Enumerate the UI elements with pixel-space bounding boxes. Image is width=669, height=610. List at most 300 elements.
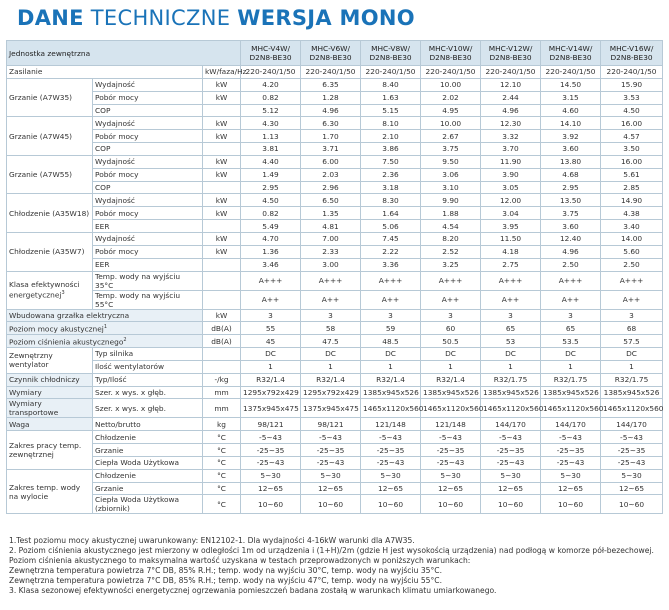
table-row [7, 373, 663, 386]
table-cell: 1.28 [301, 91, 361, 104]
table-cell: 3.05 [481, 181, 541, 194]
row-unit: dB(A) [203, 335, 241, 348]
table-cell: 3.95 [481, 220, 541, 233]
table-cell: A+++ [361, 271, 421, 290]
table-cell: DC [301, 348, 361, 361]
table-cell: 1 [601, 360, 663, 373]
row-sub-label: Pobór mocy [93, 91, 203, 104]
row-sub-label: Chłodzenie [93, 431, 203, 444]
table-cell: 3.25 [421, 258, 481, 271]
table-cell: 1295x792x429 [241, 386, 301, 399]
table-cell: 7.00 [301, 232, 361, 245]
table-row [7, 143, 663, 156]
table-cell: 13.80 [541, 155, 601, 168]
table-row [7, 194, 663, 207]
table-cell: 3 [301, 309, 361, 322]
row-unit: kg [203, 418, 241, 431]
row-sub-label: Temp. wody na wyjściu 35°C [93, 271, 203, 290]
row-unit: kW [203, 207, 241, 220]
table-cell: 10~60 [541, 495, 601, 514]
table-cell: 15.90 [601, 78, 663, 91]
table-cell: 10.00 [421, 117, 481, 130]
row-unit [203, 220, 241, 233]
table-cell: 50.5 [421, 335, 481, 348]
table-cell: 1.35 [301, 207, 361, 220]
table-cell: 14.50 [541, 78, 601, 91]
table-cell: 5~30 [241, 469, 301, 482]
table-cell: -25~43 [541, 456, 601, 469]
table-row [7, 495, 663, 514]
table-cell: 3.00 [301, 258, 361, 271]
row-sub-label: Typ/Ilość [93, 373, 203, 386]
table-row [7, 322, 663, 335]
row-group-label: Poziom mocy akustycznej$^1$ [7, 322, 203, 335]
row-group-label: Poziom ciśnienia akustycznego$^2$ [7, 335, 203, 348]
table-cell: -25~35 [541, 444, 601, 457]
table-cell: 2.33 [301, 245, 361, 258]
table-cell: 4.68 [541, 168, 601, 181]
table-cell: DC [241, 348, 301, 361]
row-unit: °C [203, 444, 241, 457]
footnote-line: 2. Poziom ciśnienia akustycznego jest mierzony w odległości 1m od urządzenia i (1+H)/2m (gdzie H jest wysokością urządzenia) nad podłogą w komorze pół-bezechowej. [9, 545, 654, 555]
table-cell: DC [541, 348, 601, 361]
row-group-label: Czynnik chłodniczy [7, 373, 93, 386]
table-cell: 12~65 [301, 482, 361, 495]
table-cell: 11.90 [481, 155, 541, 168]
table-cell: 10~60 [481, 495, 541, 514]
table-cell: 3.18 [361, 181, 421, 194]
table-cell: A+++ [301, 271, 361, 290]
table-cell: 3.60 [541, 220, 601, 233]
row-unit: kW [203, 245, 241, 258]
table-row [7, 155, 663, 168]
table-cell: 12~65 [361, 482, 421, 495]
row-unit [203, 143, 241, 156]
table-cell: A++ [421, 290, 481, 309]
table-cell: A+++ [241, 271, 301, 290]
table-cell: 220-240/1/50 [601, 66, 663, 79]
row-unit: kW [203, 155, 241, 168]
row-sub-label: Temp. wody na wyjściu 55°C [93, 290, 203, 309]
table-row [7, 456, 663, 469]
table-cell: A+++ [541, 271, 601, 290]
row-sub-label: Ilość wentylatorów [93, 360, 203, 373]
row-sub-label: COP [93, 143, 203, 156]
table-cell: DC [481, 348, 541, 361]
row-sub-label: Netto/brutto [93, 418, 203, 431]
row-sub-label: Grzanie [93, 482, 203, 495]
table-row [7, 207, 663, 220]
table-cell: 14.90 [601, 194, 663, 207]
table-cell: 1.36 [241, 245, 301, 258]
row-unit: mm [203, 386, 241, 399]
table-cell: 3.90 [481, 168, 541, 181]
table-cell: 3.86 [361, 143, 421, 156]
row-group-label: Zakres temp. wody na wylocie [7, 469, 93, 514]
table-cell: 220-240/1/50 [361, 66, 421, 79]
table-cell: -5~43 [361, 431, 421, 444]
table-cell: 0.82 [241, 91, 301, 104]
table-cell: DC [601, 348, 663, 361]
table-row [7, 290, 663, 309]
table-cell: 48.5 [361, 335, 421, 348]
title-light-techniczne: TECHNICZNE [90, 6, 231, 30]
row-group-label: Wymiary transportowe [7, 399, 93, 418]
row-unit: kW [203, 91, 241, 104]
row-sub-label: Typ silnika [93, 348, 203, 361]
row-group-label: Grzanie (A7W55) [7, 155, 93, 194]
table-cell: R32/1.4 [361, 373, 421, 386]
table-cell: 12.40 [541, 232, 601, 245]
table-cell: 4.38 [601, 207, 663, 220]
table-cell: -5~43 [601, 431, 663, 444]
table-cell: 8.40 [361, 78, 421, 91]
table-cell: 1385x945x526 [481, 386, 541, 399]
table-row [7, 220, 663, 233]
table-cell: R32/1.4 [241, 373, 301, 386]
table-cell: 220-240/1/50 [241, 66, 301, 79]
table-cell: 9.50 [421, 155, 481, 168]
table-cell: -25~35 [601, 444, 663, 457]
table-cell: 2.22 [361, 245, 421, 258]
table-cell: 6.30 [301, 117, 361, 130]
table-cell: 4.40 [241, 155, 301, 168]
table-cell: 57.5 [601, 335, 663, 348]
table-cell: A++ [601, 290, 663, 309]
table-cell: 0.82 [241, 207, 301, 220]
table-cell: 5~30 [361, 469, 421, 482]
spec-table-body [7, 66, 663, 514]
title-bold-dane: DANE [17, 6, 84, 30]
table-cell: 1.70 [301, 130, 361, 143]
header-unit-label: Jednostka zewnętrzna [7, 41, 241, 66]
table-cell: 12~65 [241, 482, 301, 495]
table-cell: 98/121 [241, 418, 301, 431]
table-cell: 3.50 [601, 143, 663, 156]
table-cell: 1 [361, 360, 421, 373]
table-cell: 1 [541, 360, 601, 373]
table-cell: 4.95 [421, 104, 481, 117]
table-cell: 220-240/1/50 [421, 66, 481, 79]
table-cell: 2.03 [301, 168, 361, 181]
table-row [7, 78, 663, 91]
row-group-label: Zakres pracy temp. zewnętrznej [7, 431, 93, 470]
row-sub-label: Ciepła Woda Użytkowa (zbiornik) [93, 495, 203, 514]
row-unit: kW [203, 130, 241, 143]
table-cell: 5.61 [601, 168, 663, 181]
table-cell: R32/1.75 [541, 373, 601, 386]
table-cell: 4.50 [601, 104, 663, 117]
row-unit: kW [203, 309, 241, 322]
table-row [7, 104, 663, 117]
table-cell: 3.04 [481, 207, 541, 220]
footnote-line: 3. Klasa sezonowej efektywności energetycznej ogrzewania pomieszczeń badana zostałą w warunkach klimatu umiarkowanego. [9, 585, 497, 595]
table-cell: 1 [481, 360, 541, 373]
footnote-line: Zewnętrzna temperatura powietrza 7°C DB, 85% R.H.; temp. wody na wyjściu 47°C, temp. wody na wyjściu 55°C. [9, 575, 442, 585]
row-unit: °C [203, 482, 241, 495]
row-unit [203, 290, 241, 309]
table-cell: 3.46 [241, 258, 301, 271]
row-sub-label: EER [93, 258, 203, 271]
table-row [7, 431, 663, 444]
table-cell: -25~43 [421, 456, 481, 469]
table-cell: 12~65 [481, 482, 541, 495]
table-cell: 53 [481, 335, 541, 348]
table-cell: -25~35 [421, 444, 481, 457]
table-row [7, 444, 663, 457]
table-row [7, 399, 663, 418]
table-cell: 13.50 [541, 194, 601, 207]
table-cell: 5.49 [241, 220, 301, 233]
table-cell: 10.00 [421, 78, 481, 91]
table-cell: 220-240/1/50 [541, 66, 601, 79]
table-row [7, 335, 663, 348]
table-row [7, 482, 663, 495]
table-cell: 6.35 [301, 78, 361, 91]
table-cell: DC [421, 348, 481, 361]
table-cell: 59 [361, 322, 421, 335]
table-cell: -25~35 [481, 444, 541, 457]
footnote-marker: 1 [103, 324, 108, 331]
table-cell: 1295x792x429 [301, 386, 361, 399]
table-cell: 16.00 [601, 155, 663, 168]
table-cell: A++ [481, 290, 541, 309]
table-cell: 12.30 [481, 117, 541, 130]
table-cell: 2.44 [481, 91, 541, 104]
table-row [7, 232, 663, 245]
row-unit: -/kg [203, 373, 241, 386]
table-cell: 9.90 [421, 194, 481, 207]
table-cell: 68 [601, 322, 663, 335]
table-cell: 1.88 [421, 207, 481, 220]
table-cell: 1 [301, 360, 361, 373]
table-cell: 1375x945x475 [301, 399, 361, 418]
table-cell: 4.60 [541, 104, 601, 117]
footnote-marker: 3 [61, 290, 65, 297]
table-row [7, 168, 663, 181]
header-model: MHC-V6W/ D2N8-BE30 [301, 41, 361, 66]
row-group-label: Grzanie (A7W35) [7, 78, 93, 117]
table-cell: 4.20 [241, 78, 301, 91]
table-cell: 4.81 [301, 220, 361, 233]
row-group-label: Wymiary [7, 386, 93, 399]
row-unit [203, 360, 241, 373]
table-cell: 10~60 [301, 495, 361, 514]
row-unit [203, 181, 241, 194]
table-row [7, 181, 663, 194]
table-cell: 3.60 [541, 143, 601, 156]
row-unit: °C [203, 495, 241, 514]
table-row [7, 360, 663, 373]
table-row [7, 245, 663, 258]
table-cell: DC [361, 348, 421, 361]
footnotes [9, 536, 665, 595]
table-cell: -25~43 [361, 456, 421, 469]
table-cell: 3 [361, 309, 421, 322]
row-unit: kW [203, 78, 241, 91]
table-cell: 2.10 [361, 130, 421, 143]
table-cell: R32/1.75 [601, 373, 663, 386]
table-cell: 1385x945x526 [421, 386, 481, 399]
row-unit [203, 348, 241, 361]
table-row [7, 130, 663, 143]
table-cell: 3.75 [421, 143, 481, 156]
table-cell: 6.50 [301, 194, 361, 207]
row-group-label: Chłodzenie (A35W7) [7, 232, 93, 271]
table-cell: 3.92 [541, 130, 601, 143]
table-cell: 3.75 [541, 207, 601, 220]
row-unit: °C [203, 431, 241, 444]
table-cell: 1385x945x526 [361, 386, 421, 399]
row-sub-label: Wydajność [93, 78, 203, 91]
table-cell: 1465x1120x560 [421, 399, 481, 418]
row-sub-label: Grzanie [93, 444, 203, 457]
table-row [7, 469, 663, 482]
table-cell: 144/170 [541, 418, 601, 431]
table-cell: 220-240/1/50 [301, 66, 361, 79]
table-cell: 144/170 [601, 418, 663, 431]
table-cell: 5~30 [421, 469, 481, 482]
table-cell: -25~43 [241, 456, 301, 469]
table-cell: 2.95 [541, 181, 601, 194]
table-cell: 121/148 [361, 418, 421, 431]
table-cell: A+++ [601, 271, 663, 290]
row-group-label: Waga [7, 418, 93, 431]
table-cell: 8.10 [361, 117, 421, 130]
table-cell: -25~35 [361, 444, 421, 457]
table-cell: 47.5 [301, 335, 361, 348]
table-cell: -25~35 [301, 444, 361, 457]
table-cell: 3.32 [481, 130, 541, 143]
table-cell: 3.40 [601, 220, 663, 233]
table-cell: A++ [541, 290, 601, 309]
table-cell: 3.71 [301, 143, 361, 156]
table-cell: 2.67 [421, 130, 481, 143]
table-cell: 4.50 [241, 194, 301, 207]
table-cell: 2.52 [421, 245, 481, 258]
table-cell: 121/148 [421, 418, 481, 431]
header-model: MHC-V14W/ D2N8-BE30 [541, 41, 601, 66]
table-cell: 5~30 [541, 469, 601, 482]
table-cell: 55 [241, 322, 301, 335]
row-unit [203, 104, 241, 117]
footnote-marker: 2 [123, 336, 127, 343]
header-model: MHC-V16W/ D2N8-BE30 [601, 41, 663, 66]
table-cell: 7.45 [361, 232, 421, 245]
row-sub-label: Pobór mocy [93, 245, 203, 258]
row-group-label: Chłodzenie (A35W18) [7, 194, 93, 233]
table-cell: -5~43 [541, 431, 601, 444]
table-cell: 3.81 [241, 143, 301, 156]
row-unit: dB(A) [203, 322, 241, 335]
row-sub-label: Wydajność [93, 232, 203, 245]
row-unit: kW/faza/Hz [203, 66, 241, 79]
table-cell: A++ [241, 290, 301, 309]
footnote-line: Poziom ciśnienia akustycznego to maksymalna wartość uzyskana w testach przeprowadzonych w poniższych warunkach: [9, 555, 471, 565]
table-cell: 1465x1120x560 [361, 399, 421, 418]
row-unit: °C [203, 456, 241, 469]
row-sub-label: Wydajność [93, 155, 203, 168]
table-cell: 8.30 [361, 194, 421, 207]
table-cell: 5.06 [361, 220, 421, 233]
table-cell: 1.49 [241, 168, 301, 181]
table-cell: -25~43 [601, 456, 663, 469]
row-unit [203, 271, 241, 290]
table-cell: 1465x1120x560 [481, 399, 541, 418]
table-cell: 5.12 [241, 104, 301, 117]
row-sub-label: COP [93, 181, 203, 194]
table-cell: 3.70 [481, 143, 541, 156]
table-cell: 6.00 [301, 155, 361, 168]
table-cell: R32/1.4 [301, 373, 361, 386]
table-cell: 2.36 [361, 168, 421, 181]
table-cell: 4.57 [601, 130, 663, 143]
table-cell: 10~60 [361, 495, 421, 514]
table-cell: A++ [301, 290, 361, 309]
table-cell: 11.50 [481, 232, 541, 245]
table-cell: 1385x945x526 [541, 386, 601, 399]
table-cell: 12.00 [481, 194, 541, 207]
table-cell: 8.20 [421, 232, 481, 245]
table-cell: 5~30 [481, 469, 541, 482]
row-sub-label: Chłodzenie [93, 469, 203, 482]
table-cell: -25~35 [241, 444, 301, 457]
table-cell: 3 [241, 309, 301, 322]
table-cell: -5~43 [301, 431, 361, 444]
table-cell: 5~30 [301, 469, 361, 482]
table-cell: 10~60 [421, 495, 481, 514]
table-cell: -25~43 [481, 456, 541, 469]
row-group-label: Wbudowana grzałka elektryczna [7, 309, 203, 322]
table-cell: 12~65 [601, 482, 663, 495]
row-sub-label: Pobór mocy [93, 168, 203, 181]
table-row [7, 309, 663, 322]
table-row [7, 117, 663, 130]
row-unit: kW [203, 232, 241, 245]
table-cell: 2.50 [601, 258, 663, 271]
table-cell: 1 [421, 360, 481, 373]
table-cell: 5~30 [601, 469, 663, 482]
table-cell: 3.36 [361, 258, 421, 271]
row-sub-label: Wydajność [93, 194, 203, 207]
row-unit: mm [203, 399, 241, 418]
table-cell: 2.75 [481, 258, 541, 271]
table-cell: 1385x945x526 [601, 386, 663, 399]
table-cell: 58 [301, 322, 361, 335]
footnote-line: 1.Test poziomu mocy akustycznej uwarunkowany: EN12102-1. Dla wydajności 4-16kW warunki dla A7W35. [9, 536, 415, 545]
row-group-label: Zewnętrzny wentylator [7, 348, 93, 374]
table-cell: 98/121 [301, 418, 361, 431]
table-cell: 14.00 [601, 232, 663, 245]
table-cell: 1465x1120x560 [601, 399, 663, 418]
table-cell: 16.00 [601, 117, 663, 130]
row-unit: kW [203, 194, 241, 207]
table-cell: 53.5 [541, 335, 601, 348]
title-bold-wersja-mono: WERSJA MONO [237, 6, 415, 30]
table-cell: 45 [241, 335, 301, 348]
row-unit [203, 258, 241, 271]
table-header-row [7, 41, 663, 66]
header-model: MHC-V8W/ D2N8-BE30 [361, 41, 421, 66]
table-cell: 220-240/1/50 [481, 66, 541, 79]
table-cell: 2.50 [541, 258, 601, 271]
table-cell: 65 [541, 322, 601, 335]
table-cell: -5~43 [241, 431, 301, 444]
table-cell: 12~65 [421, 482, 481, 495]
table-cell: 2.02 [421, 91, 481, 104]
table-cell: 60 [421, 322, 481, 335]
row-unit: kW [203, 168, 241, 181]
